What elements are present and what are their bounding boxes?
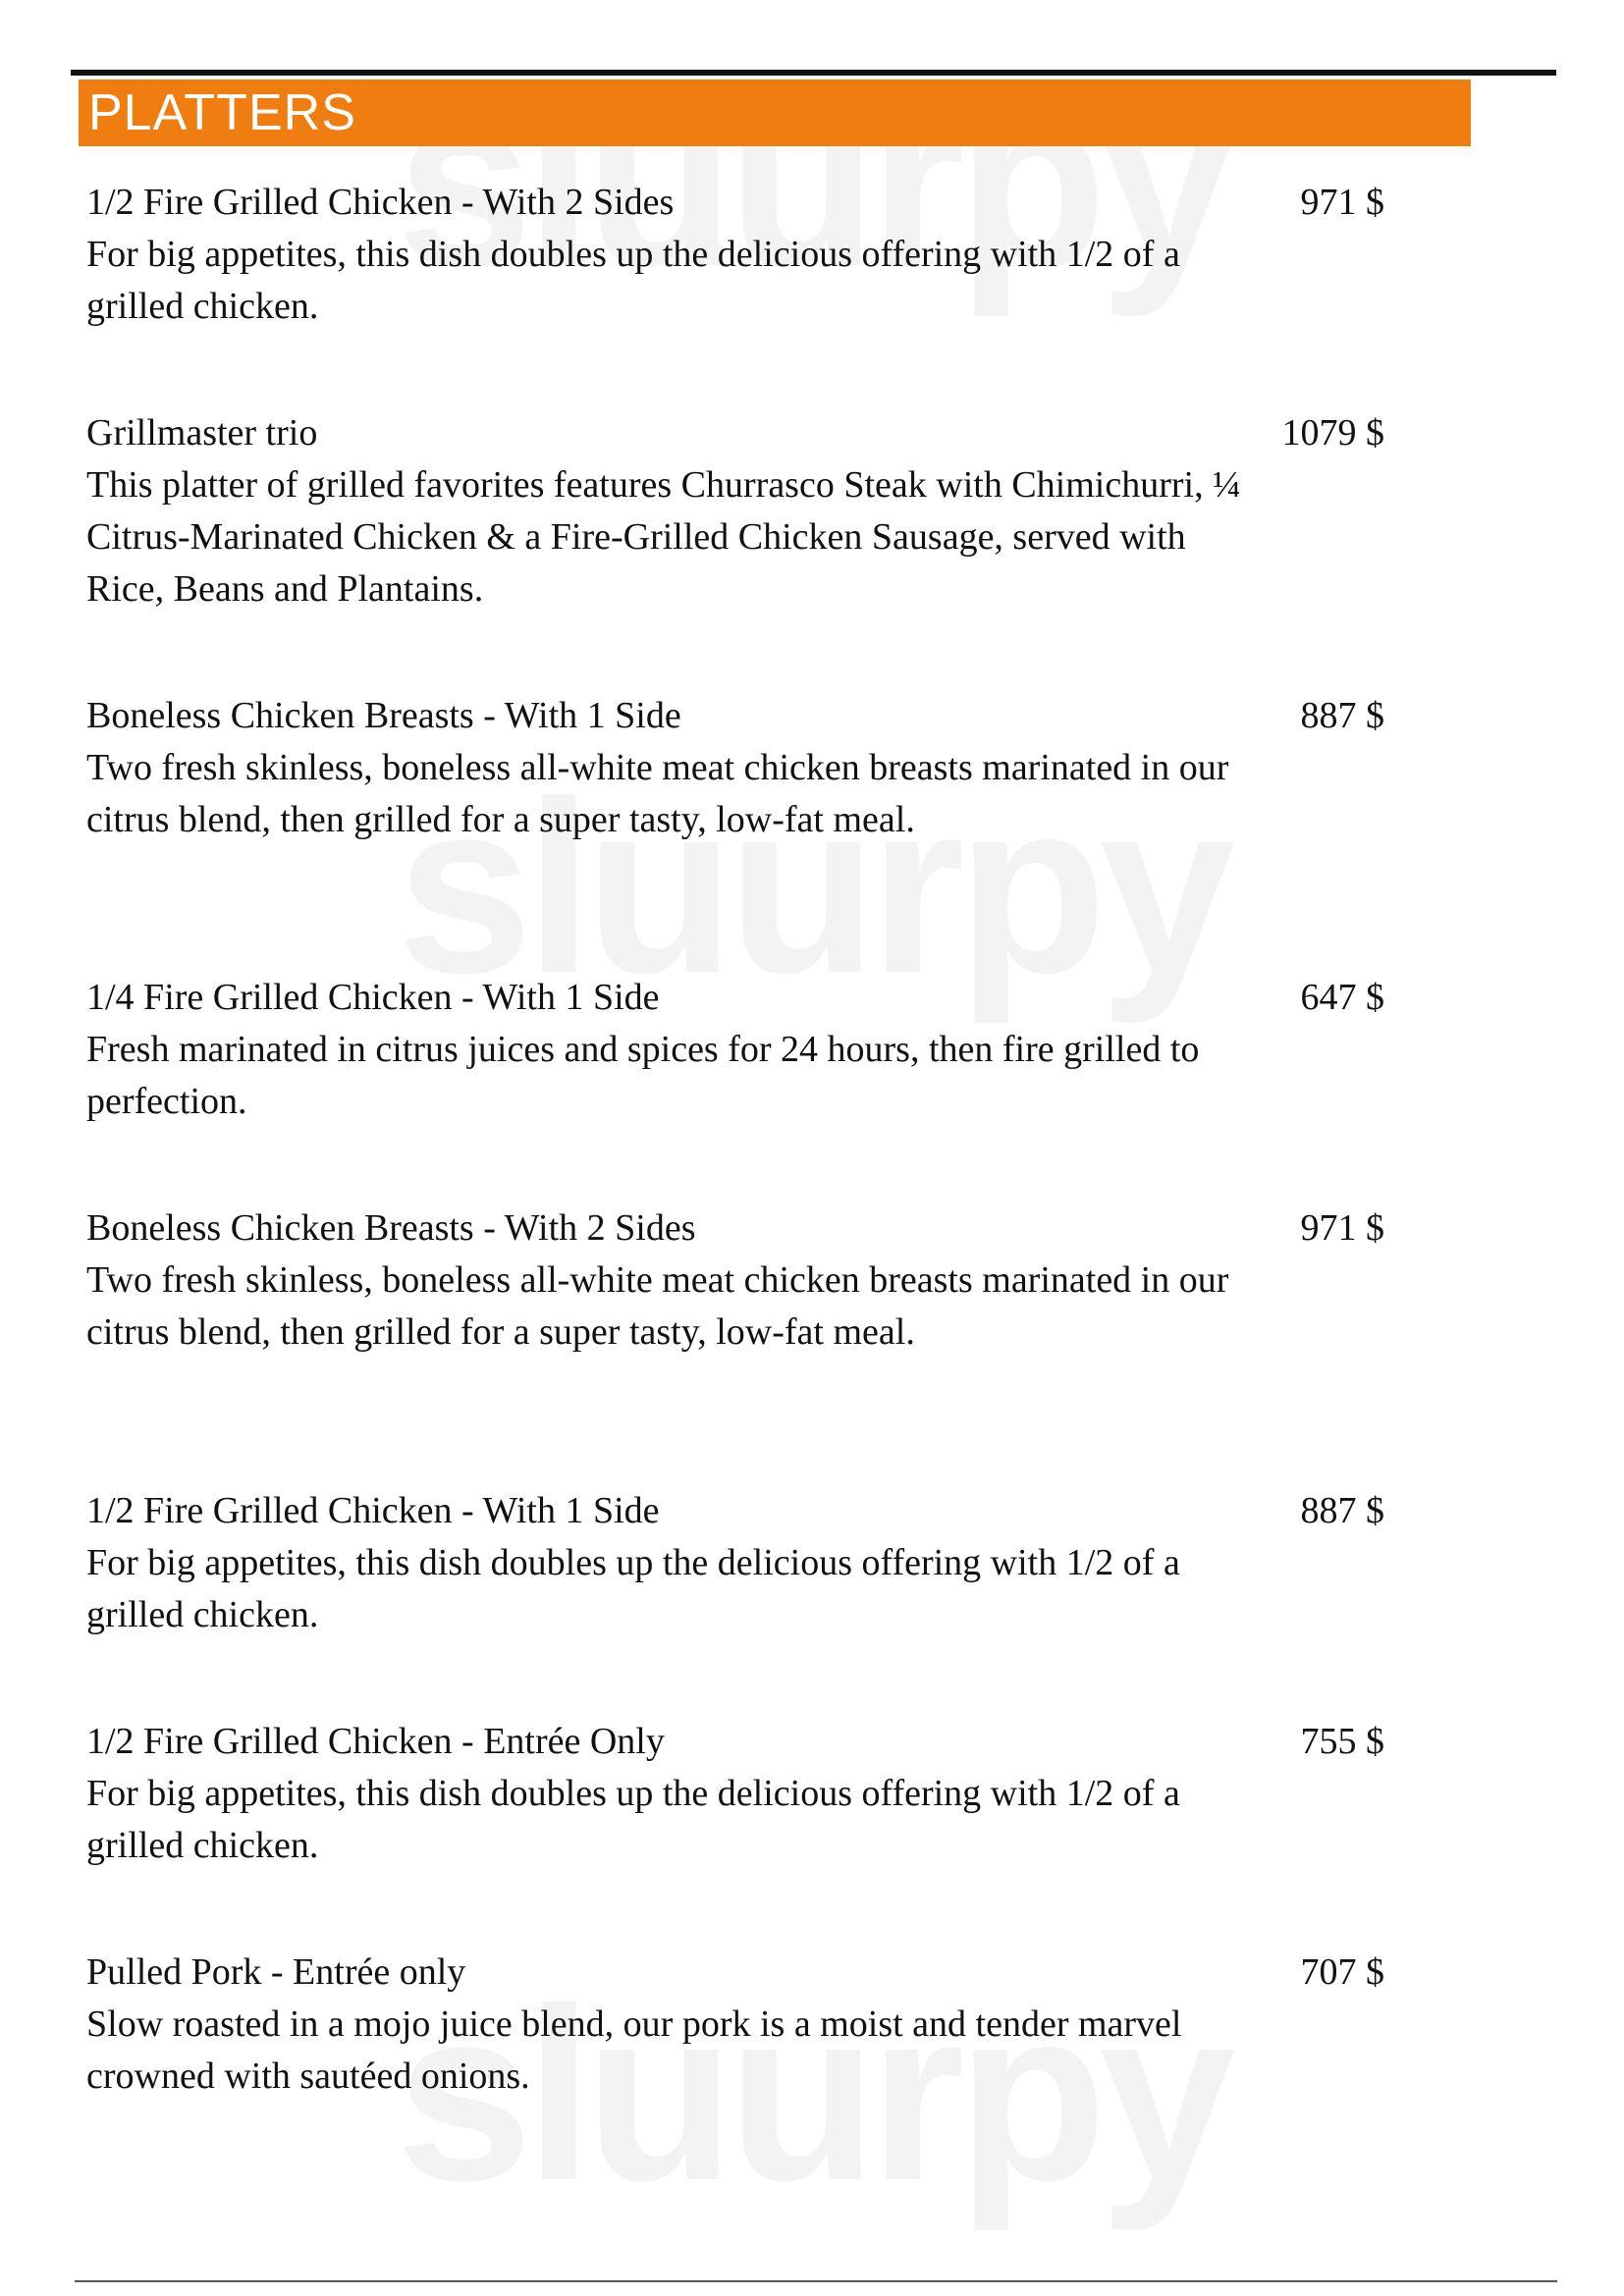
item-name: 1/2 Fire Grilled Chicken - With 2 Sides: [86, 182, 675, 223]
item-price: 971 $: [1300, 1207, 1384, 1249]
top-rule: [71, 70, 1556, 76]
item-description: Fresh marinated in citrus juices and spices for 24 hours, then fire grilled to perfection.: [86, 1029, 1200, 1122]
item-name: Grillmaster trio: [86, 412, 318, 454]
item-description: Two fresh skinless, boneless all-white meat chicken breasts marinated in our citrus blend, then grilled for a super tasty, low-fat meal.: [86, 747, 1229, 840]
item-name: Boneless Chicken Breasts - With 2 Sides: [86, 1207, 696, 1249]
item-price: 647 $: [1300, 977, 1384, 1018]
item-price: 1079 $: [1281, 412, 1384, 454]
item-description: Slow roasted in a mojo juice blend, our pork is a moist and tender marvel crowned with sautéed onions.: [86, 2003, 1182, 2097]
bottom-rule: [75, 2280, 1557, 2282]
item-price: 887 $: [1300, 695, 1384, 736]
item-description: For big appetites, this dish doubles up the delicious offering with 1/2 of a grilled chicken.: [86, 234, 1180, 327]
item-name: 1/4 Fire Grilled Chicken - With 1 Side: [86, 977, 660, 1018]
item-price: 707 $: [1300, 1951, 1384, 1993]
item-price: 971 $: [1300, 182, 1384, 223]
item-name: 1/2 Fire Grilled Chicken - With 1 Side: [86, 1490, 660, 1531]
item-description: This platter of grilled favorites features Churrasco Steak with Chimichurri, ¼ Citrus-Marinated Chicken & a Fire-Grilled Chicken Sausage, served with Rice, Beans and Plantains.: [86, 464, 1241, 610]
item-description: For big appetites, this dish doubles up the delicious offering with 1/2 of a grilled chicken.: [86, 1773, 1180, 1866]
item-name: Pulled Pork - Entrée only: [86, 1951, 466, 1993]
section-header: [79, 80, 1471, 146]
section-title: PLATTERS: [88, 84, 356, 141]
item-name: 1/2 Fire Grilled Chicken - Entrée Only: [86, 1721, 665, 1762]
item-name: Boneless Chicken Breasts - With 1 Side: [86, 695, 681, 736]
item-description: For big appetites, this dish doubles up the delicious offering with 1/2 of a grilled chicken.: [86, 1542, 1180, 1635]
item-description: Two fresh skinless, boneless all-white meat chicken breasts marinated in our citrus blend, then grilled for a super tasty, low-fat meal.: [86, 1259, 1229, 1353]
item-price: 755 $: [1300, 1721, 1384, 1762]
item-price: 887 $: [1300, 1490, 1384, 1531]
